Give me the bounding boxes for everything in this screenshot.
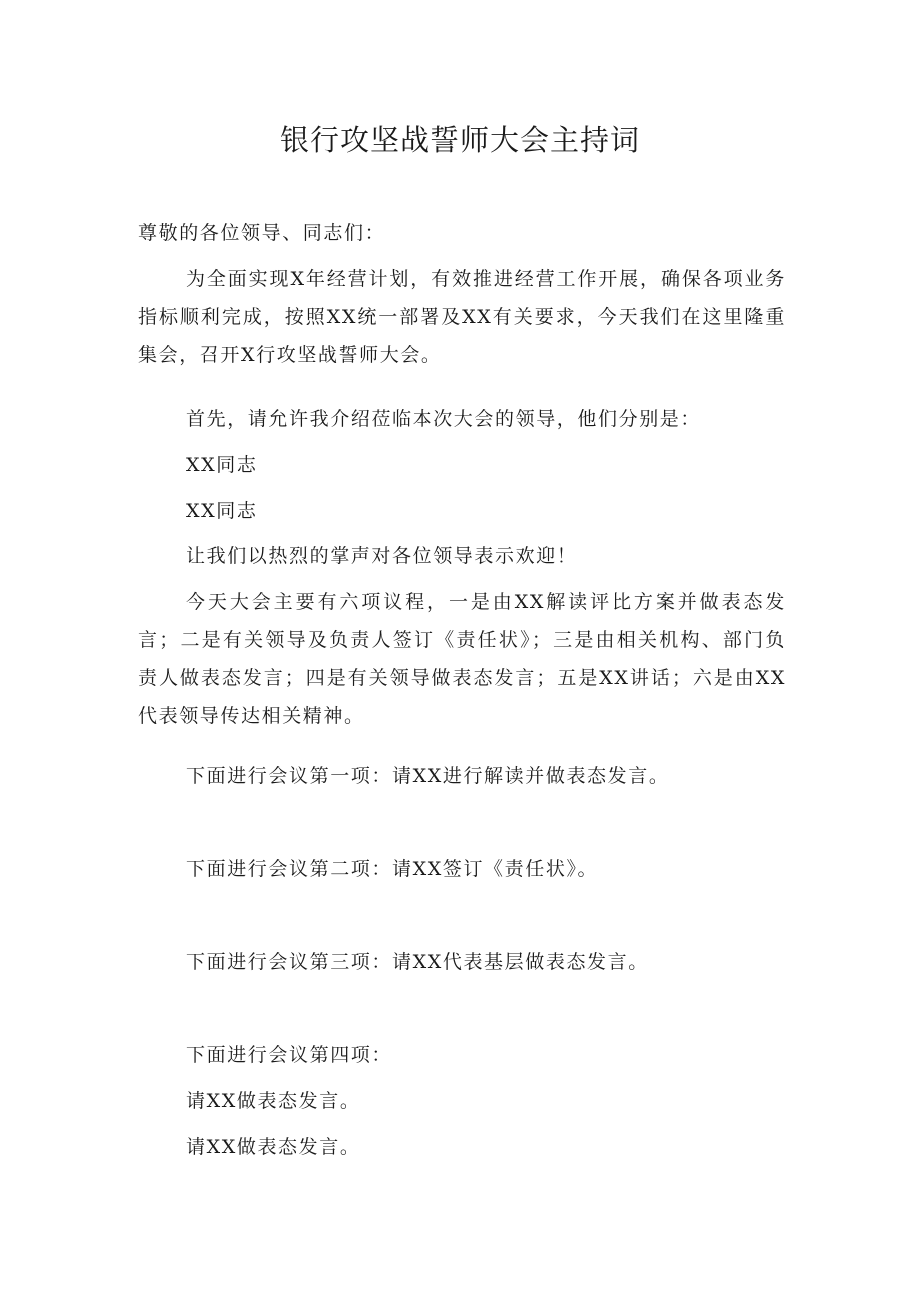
agenda-item-2: 下面进行会议第二项：请XX签订《责任状》。 (186, 858, 599, 880)
item4-block (138, 1036, 786, 1074)
agenda-paragraph: 今天大会主要有六项议程，一是由XX解读评比方案并做表态发言；二是有关领导及负责人签订《责任状》；三是由相关机构、部门负责人做表态发言；四是有关领导做表态发言；五是XX讲话；六是由XX代表领导传达相关精神。 (138, 591, 786, 727)
item1-block (138, 757, 786, 795)
document-body (138, 214, 786, 252)
agenda-item-4: 下面进行会议第四项： (186, 1044, 393, 1066)
welcome-block (138, 537, 786, 575)
leader-line-1 (138, 446, 786, 484)
welcome-paragraph: 让我们以热烈的掌声对各位领导表示欢迎！ (186, 545, 578, 567)
item4-speaker-1 (138, 1082, 786, 1120)
item4-speaker-2 (138, 1128, 786, 1166)
salutation: 尊敬的各位领导、同志们： (138, 222, 386, 244)
agenda-item-3: 下面进行会议第三项：请XX代表基层做表态发言。 (186, 951, 649, 973)
leader-name: XX同志 (186, 454, 258, 476)
speaker-line: 请XX做表态发言。 (186, 1090, 361, 1112)
leaders-block (138, 400, 786, 438)
intro-block (138, 260, 786, 374)
agenda-item-1: 下面进行会议第一项：请XX进行解读并做表态发言。 (186, 765, 670, 787)
introduce-leaders-paragraph: 首先，请允许我介绍莅临本次大会的领导，他们分别是： (186, 408, 702, 430)
item3-block (138, 943, 786, 981)
leader-name: XX同志 (186, 500, 258, 522)
document-title: 银行攻坚战誓师大会主持词 (279, 123, 640, 157)
leader-line-2 (138, 492, 786, 530)
intro-paragraph: 为全面实现X年经营计划，有效推进经营工作开展，确保各项业务指标顺利完成，按照XX统一部署及XX有关要求，今天我们在这里隆重集会，召开X行攻坚战誓师大会。 (138, 268, 786, 366)
agenda-block (138, 583, 786, 735)
item2-block (138, 850, 786, 888)
speaker-line: 请XX做表态发言。 (186, 1136, 361, 1158)
